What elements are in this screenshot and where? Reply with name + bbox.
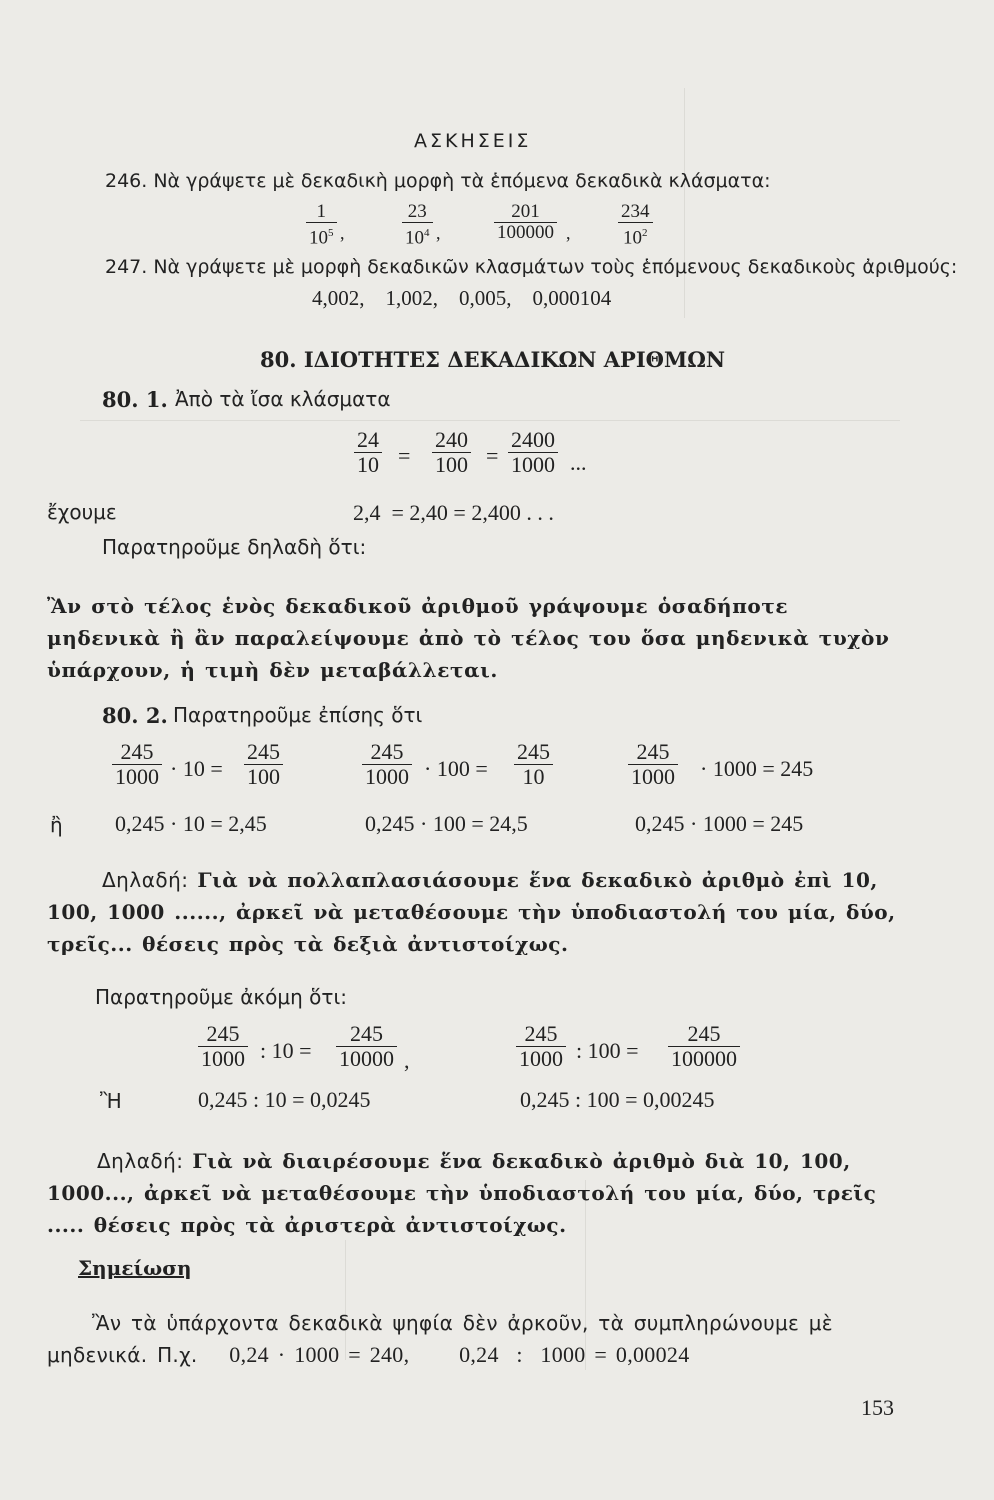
- page-number: 153: [861, 1395, 894, 1420]
- numerator: 234: [618, 202, 653, 223]
- fraction: [514, 740, 553, 789]
- fraction: [244, 740, 283, 789]
- equals: =: [398, 443, 411, 468]
- denominator-base: 10: [309, 227, 328, 249]
- fraction: [516, 1022, 566, 1071]
- numerator: 24: [354, 428, 382, 453]
- fraction: [354, 428, 382, 477]
- separator: ,: [404, 1048, 410, 1073]
- denominator: 1000: [631, 764, 675, 789]
- numerator: 23: [402, 202, 433, 223]
- note-paragraph: [47, 1307, 902, 1371]
- observe-text: Παρατηροῦμε ἀκόμη ὅτι:: [95, 985, 347, 1009]
- operator: · 100 =: [424, 756, 488, 781]
- observe-text: Παρατηροῦμε δηλαδὴ ὅτι:: [102, 535, 367, 559]
- separator: ,: [566, 223, 571, 243]
- page-header: ΑΣΚΗΣΕΙΣ: [414, 130, 532, 152]
- fraction: [668, 1022, 740, 1071]
- fraction: [508, 428, 558, 477]
- numerator: 245: [516, 1022, 566, 1047]
- rule-multiplication: [47, 864, 902, 960]
- decimal-quotient: 0,245 : 10 = 0,0245: [198, 1087, 371, 1112]
- separator: ,: [436, 223, 441, 243]
- exponent: 2: [642, 227, 648, 239]
- denominator: [306, 223, 337, 248]
- exercise-246-text: 246. Νὰ γράψετε μὲ δεκαδικὴ μορφὴ τὰ ἑπόμενα δεκαδικὰ κλάσματα:: [105, 170, 771, 192]
- subsection-text: Ἀπὸ τὰ ἴσα κλάσματα: [175, 387, 391, 411]
- rule-text: Γιὰ νὰ πολλαπλασιάσουμε ἕνα δεκαδικὸ ἀριθμὸ ἐπὶ 10, 100, 1000 ......, ἀρκεῖ νὰ μεταθέσουμε τὴν ὑποδιαστολή του μία, δύο, τρεῖς... θέσεις πρὸς τὰ δεξιὰ ἀντιστοίχως.: [47, 868, 896, 956]
- rule-zeros: Ἂν στὸ τέλος ἑνὸς δεκαδικοῦ ἀριθμοῦ γράψουμε ὁσαδήποτε μηδενικὰ ἢ ἂν παραλείψουμε ἀπὸ τὸ τέλος του ὅσα μηδενικὰ τυχὸν ὑπάρχουν, ἡ τιμὴ δὲν μεταβάλλεται.: [47, 594, 890, 682]
- exercise-247-numbers: 4,002, 1,002, 0,005, 0,000104: [312, 286, 612, 310]
- fraction: [432, 428, 471, 477]
- numerator: 245: [514, 740, 553, 765]
- operator: : 100 =: [576, 1038, 639, 1063]
- numerator: 245: [628, 740, 678, 765]
- numerator: 245: [362, 740, 412, 765]
- fraction: [336, 1022, 397, 1071]
- denominator: 1000: [519, 1046, 563, 1071]
- fraction: [198, 1022, 248, 1071]
- fraction: [362, 740, 412, 789]
- subsection-label: 80. 1.: [102, 387, 168, 412]
- fraction: [618, 202, 653, 248]
- rule-division: [47, 1145, 902, 1241]
- denominator: 1000: [201, 1046, 245, 1071]
- numerator: 245: [112, 740, 162, 765]
- exponent: 5: [328, 227, 334, 239]
- numerator: 2400: [508, 428, 558, 453]
- denominator: 100: [247, 764, 280, 789]
- denominator: 10: [522, 764, 545, 789]
- denominator: [402, 223, 433, 248]
- denominator: [618, 223, 653, 248]
- subsection-text: Παρατηροῦμε ἐπίσης ὅτι: [173, 703, 423, 727]
- note-example: 0,24 : 1000 = 0,00024: [459, 1342, 690, 1367]
- decimal-quotient: 0,245 : 100 = 0,00245: [520, 1087, 715, 1112]
- exponent: 4: [424, 227, 430, 239]
- subsection-label: 80. 2.: [102, 703, 168, 728]
- denominator-base: 10: [405, 227, 424, 249]
- note-title: Σημείωση: [78, 1256, 192, 1280]
- rule-prefix: Δηλαδή:: [97, 1149, 184, 1173]
- denominator: 10000: [339, 1046, 394, 1071]
- decimal-equalities: 2,4 = 2,40 = 2,400 . . .: [353, 500, 554, 525]
- decimal-product: 0,245 · 100 = 24,5: [365, 811, 528, 836]
- decimal-product: 0,245 · 1000 = 245: [635, 811, 804, 836]
- note-example: 0,24 · 1000 = 240,: [229, 1342, 410, 1367]
- numerator: 245: [668, 1022, 740, 1047]
- or-label: ἢ: [50, 813, 63, 837]
- fraction: [306, 202, 337, 248]
- section-title: 80. ΙΔΙΟΤΗΤΕΣ ΔΕΚΑΔΙΚΩΝ ΑΡΙΘΜΩΝ: [260, 347, 726, 372]
- exercise-247-text: 247. Νὰ γράψετε μὲ μορφὴ δεκαδικῶν κλασμάτων τοὺς ἑπόμενους δεκαδικοὺς ἀριθμούς:: [105, 256, 958, 278]
- numerator: 1: [306, 202, 337, 223]
- denominator-base: 10: [623, 227, 642, 249]
- denominator: 1000: [365, 764, 409, 789]
- equals: =: [486, 443, 499, 468]
- separator: ,: [340, 223, 345, 243]
- fraction: [402, 202, 433, 248]
- denominator: 100000: [671, 1046, 737, 1071]
- decimal-product: 0,245 · 10 = 2,45: [115, 811, 267, 836]
- operator: : 10 =: [260, 1038, 312, 1063]
- numerator: 245: [198, 1022, 248, 1047]
- numerator: 240: [432, 428, 471, 453]
- rule-prefix: Δηλαδή:: [102, 868, 189, 892]
- numerator: 201: [494, 202, 557, 223]
- numerator: 245: [336, 1022, 397, 1047]
- ellipsis: ...: [570, 450, 587, 475]
- fraction: [628, 740, 678, 789]
- operator: · 10 =: [170, 756, 223, 781]
- fraction: [494, 202, 557, 243]
- fraction: [112, 740, 162, 789]
- denominator: 100000: [497, 222, 554, 243]
- denominator: 1000: [511, 452, 555, 477]
- numerator: 245: [244, 740, 283, 765]
- have-label: ἔχουμε: [47, 500, 117, 524]
- denominator: 10: [357, 452, 379, 477]
- or-label: Ἢ: [100, 1089, 122, 1113]
- operator: · 1000 = 245: [700, 756, 814, 781]
- denominator: 1000: [115, 764, 159, 789]
- rule-text: Γιὰ νὰ διαιρέσουμε ἕνα δεκαδικὸ ἀριθμὸ διὰ 10, 100, 1000..., ἀρκεῖ νὰ μεταθέσουμε τὴν ὑποδιαστολή του μία, δύο, τρεῖς ..... θέσεις πρὸς τὰ ἀριστερὰ ἀντιστοίχως.: [47, 1149, 877, 1237]
- denominator: 100: [435, 452, 468, 477]
- note-text: Ἂν τὰ ὑπάρχοντα δεκαδικὰ ψηφία δὲν ἀρκοῦν, τὰ συμπληρώνουμε μὲ μηδενικά. Π.χ.: [47, 1311, 833, 1367]
